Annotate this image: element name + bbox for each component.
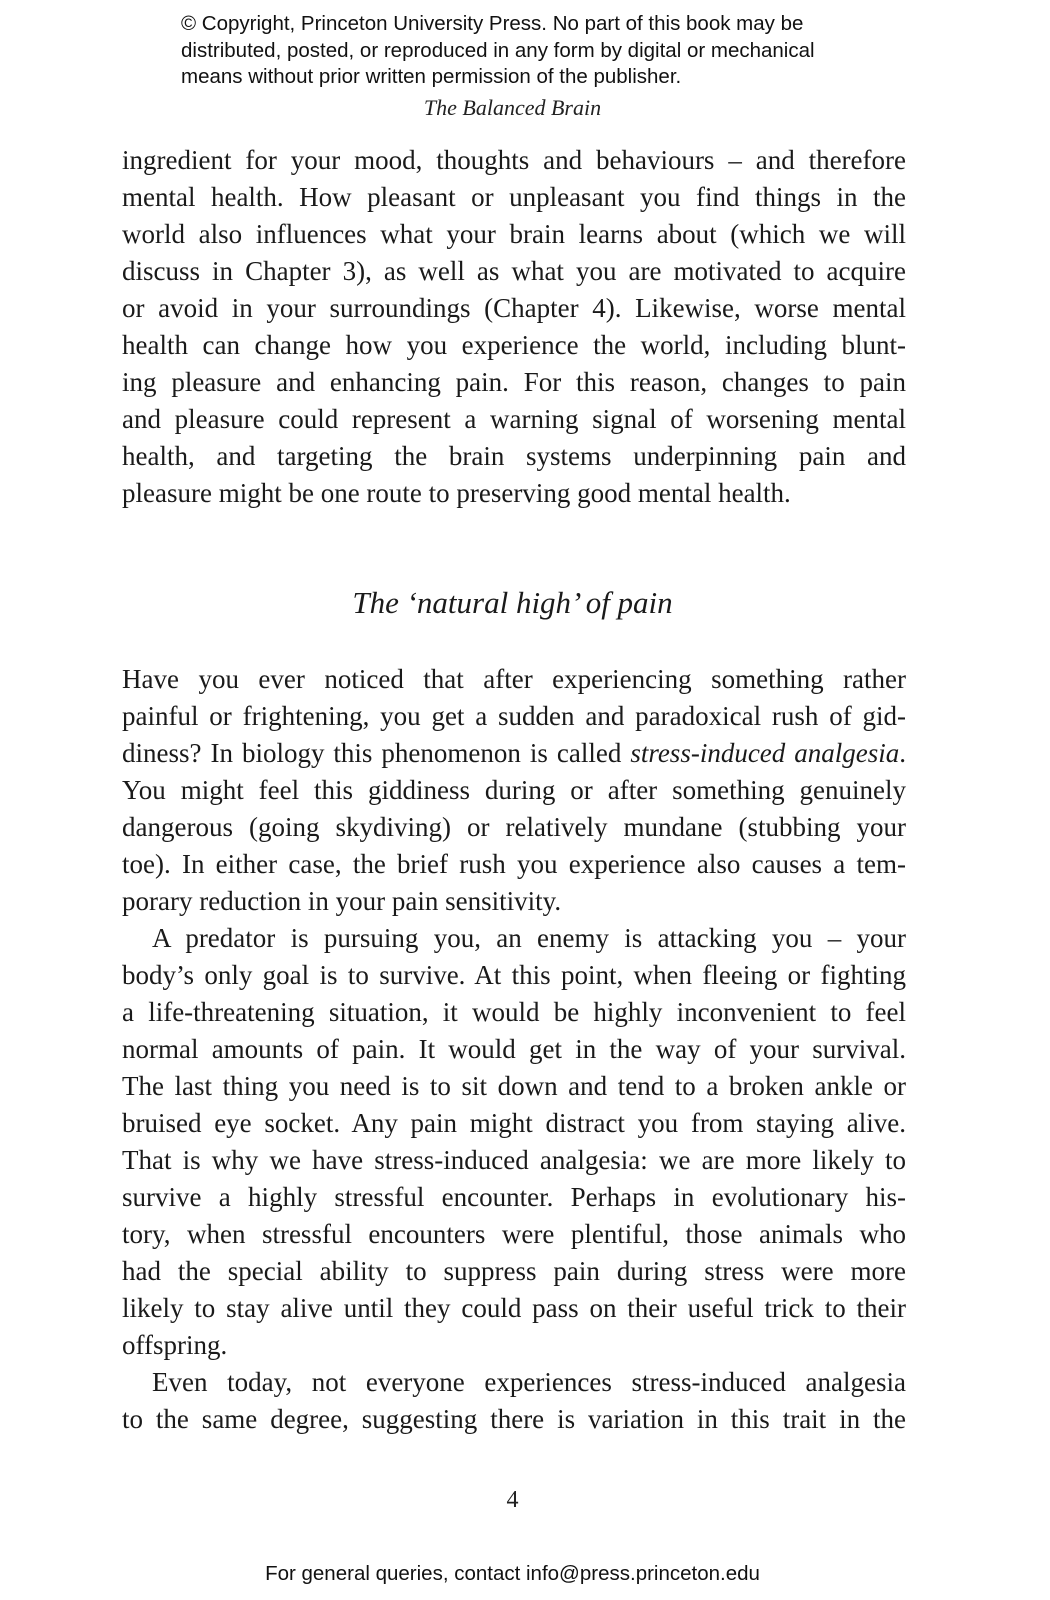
text-line: health, and targeting the brain systems underpinning pain and — [122, 441, 906, 471]
text-line: likely to stay alive until they could pass on their useful trick to their — [122, 1293, 906, 1323]
text-line: The last thing you need is to sit down and tend to a broken ankle or — [122, 1071, 906, 1101]
text-line: mental health. How pleasant or unpleasant you find things in the — [122, 182, 906, 212]
text-line: A predator is pursuing you, an enemy is attacking you – your — [152, 923, 906, 953]
text-line: Have you ever noticed that after experiencing something rather — [122, 664, 906, 694]
section-heading: The ‘natural high’ of pain — [352, 585, 673, 620]
text-line: toe). In either case, the brief rush you experience also causes a tem- — [122, 849, 906, 879]
text-line: ing pleasure and enhancing pain. For this reason, changes to pain — [122, 367, 906, 397]
text-line: offspring. — [122, 1330, 228, 1360]
text-line: tory, when stressful encounters were plentiful, those animals who — [122, 1219, 906, 1249]
text-run: . — [899, 738, 907, 768]
text-line: ingredient for your mood, thoughts and behaviours – and therefore — [122, 145, 906, 175]
body-section — [122, 661, 906, 1438]
text-line: survive a highly stressful encounter. Perhaps in evolutionary his- — [122, 1182, 906, 1212]
text-line: a life-threatening situation, it would be highly inconvenient to feel — [122, 997, 906, 1027]
text-line: to the same degree, suggesting there is variation in this trait in the — [122, 1404, 906, 1434]
text-line: That is why we have stress-induced analgesia: we are more likely to — [122, 1145, 906, 1175]
copyright-line: © Copyright, Princeton University Press. No part of this book may be — [181, 12, 804, 35]
running-head: The Balanced Brain — [423, 95, 602, 120]
text-line: body’s only goal is to survive. At this point, when fleeing or fighting — [122, 960, 906, 990]
body-paragraph — [122, 1364, 906, 1438]
footer-contact: For general queries, contact info@press.princeton.edu — [265, 1562, 760, 1585]
text-line: You might feel this giddiness during or after something genuinely — [122, 775, 906, 805]
copyright-line: distributed, posted, or reproduced in any form by digital or mechanical — [181, 38, 815, 62]
text-run: diness? In biology this phenomenon is called — [122, 738, 631, 768]
text-line: or avoid in your surroundings (Chapter 4). Likewise, worse mental — [122, 293, 906, 323]
text-line: health can change how you experience the world, including blunt- — [122, 330, 906, 360]
text-line: normal amounts of pain. It would get in the way of your survival. — [122, 1034, 906, 1064]
text-line: dangerous (going skydiving) or relatively mundane (stubbing your — [122, 812, 906, 842]
text-line: porary reduction in your pain sensitivity. — [122, 886, 562, 916]
text-line: and pleasure could represent a warning signal of worsening mental — [122, 404, 906, 434]
text-line: world also influences what your brain learns about (which we will — [122, 219, 906, 249]
text-line: Even today, not everyone experiences stress-induced analgesia — [152, 1367, 906, 1397]
body-paragraph — [122, 920, 906, 1364]
text-line: bruised eye socket. Any pain might distract you from staying alive. — [122, 1108, 906, 1138]
copyright-notice — [181, 11, 921, 91]
text-line: pleasure might be one route to preserving good mental health. — [122, 478, 791, 508]
page-number: 4 — [506, 1487, 519, 1513]
text-line: discuss in Chapter 3), as well as what you are motivated to acquire — [122, 256, 906, 286]
copyright-line: means without prior written permission of the publisher. — [181, 65, 682, 88]
emphasis-term: stress-induced analgesia — [630, 738, 900, 768]
body-paragraph — [122, 661, 906, 920]
body-paragraph — [122, 142, 906, 512]
text-line: painful or frightening, you get a sudden and paradoxical rush of gid- — [122, 701, 906, 731]
text-line — [122, 735, 906, 772]
text-line: had the special ability to suppress pain during stress were more — [122, 1256, 906, 1286]
